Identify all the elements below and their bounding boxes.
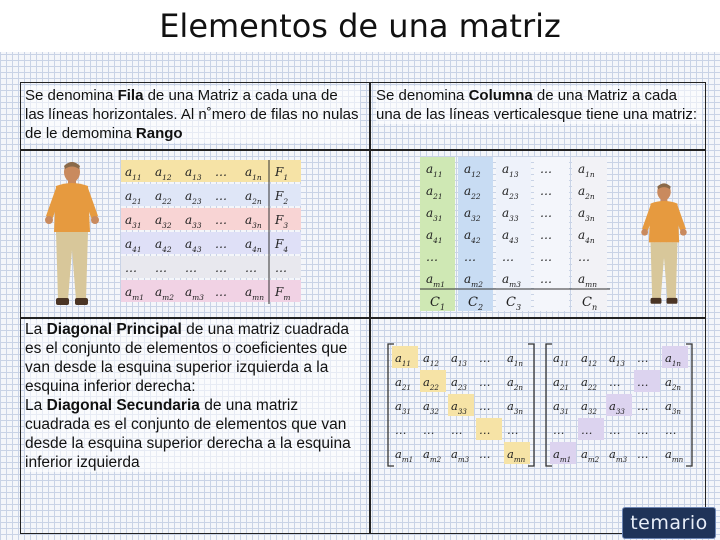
matrix-entry: … [637, 399, 649, 413]
matrix-entry: $a_{31}$ [553, 399, 569, 416]
matrix-entry: … [507, 423, 519, 437]
matrix-entry: $F_2$ [275, 189, 289, 206]
matrix-entry: $a_{1n}$ [507, 351, 523, 368]
matrix-entry: … [395, 423, 407, 437]
matrix-entry: … [665, 423, 677, 437]
matrix-entry: … [479, 423, 491, 437]
matrix-entry: $a_{m1}$ [125, 285, 144, 302]
matrix-entry: $a_{13}$ [502, 162, 519, 179]
columna-term: Columna [468, 87, 533, 104]
matrix-entry: $a_{4n}$ [245, 237, 262, 254]
fila-text-1: Se denomina [25, 87, 118, 104]
matrix-entry: … [540, 206, 552, 220]
matrix-entry: $a_{12}$ [464, 162, 481, 179]
matrix-entry: $a_{mn}$ [665, 447, 684, 464]
matrix-entry: $a_{m2}$ [464, 272, 483, 289]
matrix-entry: … [540, 250, 552, 264]
row-highlight [121, 184, 301, 206]
row-highlight [121, 208, 301, 230]
matrix-entry: … [540, 184, 552, 198]
matrix-entry: $a_{31}$ [395, 399, 411, 416]
matrix-entry: … [451, 423, 463, 437]
matrix-entry: $C_n$ [582, 295, 598, 312]
main-diagonal-matrix [386, 344, 536, 472]
temario-button[interactable]: temario [622, 507, 716, 539]
presenter-figure-left [42, 158, 102, 310]
matrix-entry: $a_{22}$ [464, 184, 481, 201]
fila-definition [25, 86, 360, 143]
matrix-entry: … [426, 250, 438, 264]
matrix-entry: … [637, 351, 649, 365]
fila-term: Fila [117, 87, 144, 104]
matrix-entry: $a_{22}$ [581, 375, 597, 392]
matrix-entry: $a_{3n}$ [245, 213, 262, 230]
columna-text-1: Se denomina [376, 87, 469, 104]
grid-horizontal-divider-middle [21, 317, 705, 319]
matrix-entry: $a_{11}$ [395, 351, 411, 368]
matrix-entry: … [479, 399, 491, 413]
matrix-entry: $a_{13}$ [451, 351, 467, 368]
matrix-entry: $F_1$ [275, 165, 289, 182]
matrix-entry: $a_{31}$ [125, 213, 142, 230]
matrix-entry: $a_{32}$ [581, 399, 597, 416]
matrix-entry: $a_{22}$ [155, 189, 172, 206]
presenter-figure-right [634, 180, 694, 308]
matrix-entry: $a_{33}$ [185, 213, 202, 230]
matrix-entry: $a_{23}$ [502, 184, 519, 201]
matrix-entry: $a_{23}$ [451, 375, 467, 392]
matrix-entry: $a_{m1}$ [426, 272, 445, 289]
matrix-entry: $a_{mn}$ [245, 285, 264, 302]
matrix-entry: … [215, 261, 227, 275]
matrix-entry: $a_{31}$ [426, 206, 443, 223]
matrix-entry: … [637, 423, 649, 437]
matrix-entry: … [215, 237, 227, 251]
row-highlight [121, 160, 301, 182]
matrix-entry: $a_{m2}$ [581, 447, 600, 464]
matrix-entry: $a_{42}$ [464, 228, 481, 245]
diagonal-text-3: La [25, 397, 47, 414]
row-highlight [121, 256, 301, 278]
matrix-entry: … [185, 261, 197, 275]
columna-definition [376, 86, 702, 124]
matrix-entry: … [479, 447, 491, 461]
matrix-entry: $a_{3n}$ [578, 206, 595, 223]
diagonal-secundaria-term: Diagonal Secundaria [46, 397, 200, 414]
diagonal-text-1: La [25, 321, 47, 338]
grid-vertical-divider [369, 83, 371, 533]
matrix-entry: $a_{12}$ [423, 351, 439, 368]
matrix-entry: … [479, 375, 491, 389]
matrix-entry: $a_{mn}$ [507, 447, 526, 464]
matrix-entry: $a_{mn}$ [578, 272, 597, 289]
matrix-entry: $C_1$ [430, 295, 446, 312]
matrix-entry: $a_{m1}$ [395, 447, 414, 464]
matrix-entry: $a_{m2}$ [155, 285, 174, 302]
matrix-entry: $a_{32}$ [423, 399, 439, 416]
matrix-entry: $a_{11}$ [125, 165, 142, 182]
matrix-entry: … [215, 213, 227, 227]
matrix-entry: $a_{2n}$ [578, 184, 595, 201]
matrix-entry: … [540, 162, 552, 176]
matrix-entry: … [637, 447, 649, 461]
matrix-entry: $a_{2n}$ [665, 375, 681, 392]
matrix-entry: $a_{2n}$ [245, 189, 262, 206]
page-title: Elementos de una matriz [0, 0, 720, 52]
matrix-entry: … [464, 250, 476, 264]
diagonal-definition [25, 320, 360, 472]
matrix-entry: $a_{33}$ [451, 399, 467, 416]
matrix-entry: $a_{41}$ [125, 237, 142, 254]
matrix-entry: $a_{3n}$ [507, 399, 523, 416]
matrix-entry: $a_{21}$ [553, 375, 569, 392]
matrix-entry: $a_{3n}$ [665, 399, 681, 416]
matrix-entry: … [578, 250, 590, 264]
matrix-entry: $F_m$ [275, 285, 291, 302]
matrix-entry: $a_{m2}$ [423, 447, 442, 464]
matrix-entry: $a_{13}$ [185, 165, 202, 182]
matrix-entry: $a_{1n}$ [245, 165, 262, 182]
matrix-entry: $a_{32}$ [155, 213, 172, 230]
matrix-entry: $a_{11}$ [426, 162, 443, 179]
matrix-entry: $a_{21}$ [426, 184, 443, 201]
matrix-entry: $a_{33}$ [502, 206, 519, 223]
diagonal-text-4: de una matriz cuadrada es el conjunto de elementos que van desde la esquina superior derecha a la esquina inferior izquierda [25, 397, 351, 471]
matrix-entry: $a_{1n}$ [665, 351, 681, 368]
secondary-diagonal-matrix [544, 344, 694, 472]
matrix-entry: … [479, 351, 491, 365]
diagonal-principal-term: Diagonal Principal [46, 321, 182, 338]
matrix-entry: $a_{4n}$ [578, 228, 595, 245]
matrix-entry: $a_{41}$ [426, 228, 443, 245]
matrix-entry: … [609, 375, 621, 389]
matrix-entry: … [553, 423, 565, 437]
matrix-entry: … [540, 228, 552, 242]
matrix-entry: … [215, 285, 227, 299]
matrix-entry: … [540, 272, 552, 286]
matrix-entry: $a_{12}$ [155, 165, 172, 182]
fila-text-2: de una Matriz a cada una de las líneas horizontales. Al n˚mero de filas no nulas de le demomina [25, 87, 359, 142]
matrix-entry: $a_{m1}$ [553, 447, 572, 464]
row-highlight [121, 280, 301, 302]
matrix-entry: … [245, 261, 257, 275]
row-highlight [121, 232, 301, 254]
matrix-entry: $a_{43}$ [502, 228, 519, 245]
matrix-entry: $a_{m3}$ [502, 272, 521, 289]
matrix-entry: $a_{12}$ [581, 351, 597, 368]
matrix-entry: … [502, 250, 514, 264]
matrix-entry: … [215, 165, 227, 179]
matrix-entry: $a_{23}$ [185, 189, 202, 206]
matrix-entry: … [125, 261, 137, 275]
matrix-entry: $C_2$ [468, 295, 484, 312]
matrix-entry: $a_{m3}$ [609, 447, 628, 464]
matrix-entry: $a_{11}$ [553, 351, 569, 368]
row-matrix [118, 158, 302, 310]
matrix-entry: $a_{m3}$ [185, 285, 204, 302]
matrix-entry: $F_4$ [275, 237, 289, 254]
matrix-entry: $a_{13}$ [609, 351, 625, 368]
matrix-entry: … [275, 261, 287, 275]
diagonal-text-2: de una matriz cuadrada es el conjunto de elementos o coeficientes que van desde la esquina superior izquierda a la esquina inferior derecha: [25, 321, 349, 395]
matrix-entry: $a_{22}$ [423, 375, 439, 392]
matrix-entry: $a_{42}$ [155, 237, 172, 254]
matrix-entry: $a_{33}$ [609, 399, 625, 416]
matrix-entry: $C_3$ [506, 295, 522, 312]
matrix-entry: … [215, 189, 227, 203]
matrix-entry: $a_{2n}$ [507, 375, 523, 392]
matrix-entry: $a_{21}$ [395, 375, 411, 392]
matrix-entry: … [581, 423, 593, 437]
matrix-entry: $a_{1n}$ [578, 162, 595, 179]
grid-horizontal-divider-top [21, 149, 705, 151]
matrix-entry: … [423, 423, 435, 437]
matrix-entry: $a_{32}$ [464, 206, 481, 223]
matrix-entry: $a_{m3}$ [451, 447, 470, 464]
rango-term: Rango [135, 125, 183, 142]
column-matrix [416, 155, 616, 311]
matrix-entry: $a_{21}$ [125, 189, 142, 206]
matrix-entry: … [609, 423, 621, 437]
columna-text-2: de una Matriz a cada una de las líneas verticalesque tiene una matriz: [376, 87, 698, 123]
matrix-entry: … [155, 261, 167, 275]
matrix-entry: $a_{43}$ [185, 237, 202, 254]
matrix-entry: … [637, 375, 649, 389]
matrix-entry: $F_3$ [275, 213, 289, 230]
